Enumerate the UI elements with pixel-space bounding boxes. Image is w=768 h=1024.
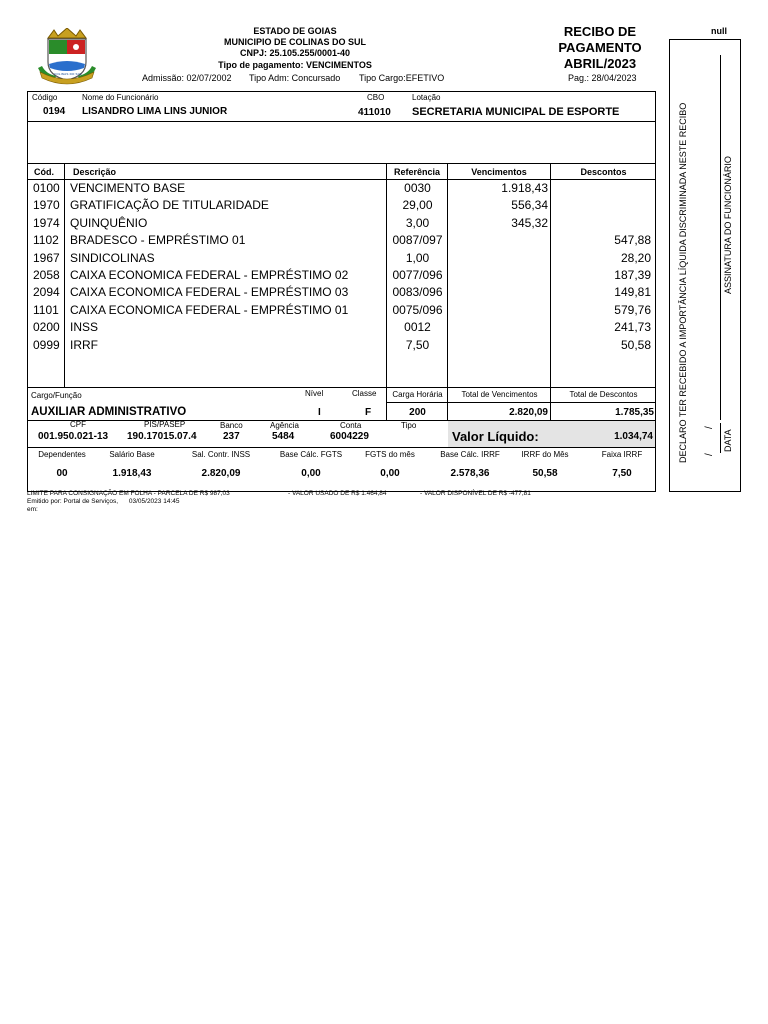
divider [387, 402, 656, 403]
fgts-month-value: 0,00 [380, 468, 400, 479]
row-reference: 0083/096 [392, 285, 443, 300]
table-row [28, 267, 656, 284]
dependents-label: Dependentes [38, 450, 86, 459]
header-payment-type: Tipo de pagamento: VENCIMENTOS [218, 60, 372, 70]
fgts-month-label: FGTS do mês [365, 450, 415, 459]
row-code: 0100 [33, 181, 60, 195]
signature-label: ASSINATURA DO FUNCIONÁRIO [723, 156, 733, 294]
table-row [28, 197, 656, 214]
hours-label: Carga Horária [392, 390, 443, 399]
row-discounts: 187,39 [614, 268, 651, 282]
date-line [720, 423, 721, 453]
row-description: INSS [70, 320, 99, 335]
consignment-used: - VALOR USADO DE R$ 1.464,84 [288, 490, 387, 497]
row-description: GRATIFICAÇÃO DE TITULARIDADE [70, 198, 269, 213]
inss-contribution-value: 2.820,09 [201, 468, 241, 479]
header-municipality: MUNICIPIO DE COLINAS DO SUL [223, 37, 366, 47]
employee-name-label: Nome do Funcionário [82, 93, 159, 102]
type-label: Tipo [401, 421, 417, 430]
table-row [28, 302, 656, 319]
row-discounts: 241,73 [614, 320, 651, 335]
row-code: 0200 [33, 320, 60, 335]
pis-value: 190.17015.07.4 [127, 431, 197, 442]
row-description: CAIXA ECONOMICA FEDERAL - EMPRÉSTIMO 03 [70, 285, 349, 300]
date-slash: / [704, 453, 715, 456]
pis-label: PIS/PASEP [144, 420, 186, 429]
bank-label: Banco [220, 421, 243, 430]
position-value: AUXILIAR ADMINISTRATIVO [31, 406, 187, 418]
table-row [28, 337, 656, 354]
table-row [28, 232, 656, 249]
hours-value: 200 [409, 407, 426, 418]
table-row [28, 180, 656, 197]
row-reference: 7,50 [405, 337, 430, 352]
crown-icon [48, 28, 86, 38]
declaration-text: DECLARO TER RECEBIDO A IMPORTÂNCIA LÍQUIDA DISCRIMINADA NESTE RECIBO [678, 102, 688, 463]
employee-location: SECRETARIA MUNICIPAL DE ESPORTE [412, 106, 620, 118]
employee-code: 0194 [43, 106, 66, 117]
fgts-base-label: Base Cálc. FGTS [279, 450, 343, 459]
col-header-code: Cód. [34, 167, 54, 177]
date-label: DATA [723, 429, 733, 452]
row-reference: 29,00 [402, 198, 433, 213]
row-earnings: 556,34 [511, 198, 548, 213]
row-discounts: 149,81 [614, 285, 651, 300]
row-description: VENCIMENTO BASE [70, 181, 186, 195]
table-row [28, 250, 656, 267]
header-state: ESTADO DE GOIAS [253, 26, 337, 36]
total-discounts-label: Total de Descontos [569, 390, 638, 399]
row-discounts: 547,88 [614, 233, 651, 248]
shield-green-field [49, 40, 67, 54]
null-text: null [711, 26, 727, 36]
net-value: 1.034,74 [614, 431, 653, 442]
row-earnings: 1.918,43 [501, 181, 548, 195]
fgts-base-value: 0,00 [301, 468, 321, 479]
row-description: CAIXA ECONOMICA FEDERAL - EMPRÉSTIMO 02 [70, 268, 349, 282]
col-header-earnings: Vencimentos [471, 167, 527, 177]
bank-value: 237 [223, 431, 240, 442]
header-cnpj: CNPJ: 25.105.255/0001-40 [239, 48, 351, 58]
row-reference: 3,00 [405, 215, 430, 230]
total-discounts-value: 1.785,35 [615, 407, 654, 418]
level-label: Nível [305, 389, 324, 398]
row-code: 1101 [33, 302, 59, 317]
cpf-label: CPF [70, 420, 86, 429]
admission-date: Admissão: 02/07/2002 [142, 73, 232, 83]
irrf-base-label: Base Cálc. IRRF [440, 450, 500, 459]
account-label: Conta [340, 421, 362, 430]
divider [27, 163, 656, 164]
receipt-period: ABRIL/2023 [563, 56, 637, 71]
row-discounts: 579,76 [614, 302, 651, 317]
row-code: 2094 [33, 285, 60, 300]
consignment-available: - VALOR DISPONÍVEL DE R$ -477,81 [420, 490, 531, 497]
municipal-crest [34, 28, 100, 86]
row-reference: 0012 [404, 320, 431, 335]
dependents-value: 00 [56, 468, 68, 479]
base-salary-value: 1.918,43 [112, 468, 152, 479]
level-value: I [318, 407, 321, 418]
irrf-bracket-label: Faixa IRRF [601, 450, 643, 459]
issued-em: em: [27, 506, 38, 513]
agency-label: Agência [270, 421, 299, 430]
row-reference: 0087/097 [392, 233, 443, 248]
position-type: Tipo Cargo:EFETIVO [359, 73, 445, 83]
class-value: F [365, 407, 372, 418]
irrf-month-label: IRRF do Mês [521, 450, 569, 459]
col-header-discounts: Descontos [580, 167, 627, 177]
divider [27, 387, 656, 388]
table-row [28, 215, 656, 232]
cbo-label: CBO [367, 93, 385, 102]
page-date: Pag.: 28/04/2023 [568, 73, 637, 83]
net-value-label: Valor Líquido: [452, 429, 539, 444]
consignment-limit: LIMITE PARA CONSIGNAÇÃO EM FOLHA - PARCELA DE R$ 987,03 [27, 490, 230, 497]
total-earnings-label: Total de Vencimentos [461, 390, 538, 399]
agency-value: 5484 [272, 431, 295, 442]
row-earnings: 345,32 [511, 215, 548, 230]
row-code: 1974 [33, 215, 60, 230]
employee-name: LISANDRO LIMA LINS JUNIOR [82, 106, 228, 117]
divider [27, 121, 656, 122]
row-description: BRADESCO - EMPRÉSTIMO 01 [70, 233, 246, 248]
row-description: SINDICOLINAS [70, 250, 155, 265]
issued-by: Emitido por: Portal de Serviços, 03/05/2023 14:45 [27, 498, 180, 505]
class-label: Classe [352, 389, 377, 398]
location-label: Lotação [412, 93, 441, 102]
row-reference: 0030 [404, 181, 431, 195]
irrf-month-value: 50,58 [532, 468, 558, 479]
row-code: 1970 [33, 198, 60, 213]
crest-ribbon-text: COLINAS DO SUL [54, 72, 82, 76]
divider [27, 447, 656, 448]
signature-line [720, 55, 721, 420]
irrf-bracket-value: 7,50 [612, 468, 632, 479]
total-earnings-value: 2.820,09 [509, 407, 548, 418]
table-row [28, 319, 656, 336]
date-slash: / [704, 426, 715, 429]
row-description: CAIXA ECONOMICA FEDERAL - EMPRÉSTIMO 01 [70, 302, 349, 317]
row-discounts: 28,20 [620, 250, 651, 265]
inss-contribution-label: Sal. Contr. INSS [191, 450, 251, 459]
row-reference: 0075/096 [392, 302, 443, 317]
position-label: Cargo/Função [31, 391, 82, 400]
table-row [28, 284, 656, 301]
row-description: QUINQUÊNIO [70, 215, 148, 230]
receipt-title-line1: RECIBO DE [563, 24, 637, 39]
row-code: 1102 [33, 233, 59, 248]
base-salary-label: Salário Base [109, 450, 155, 459]
employee-cbo: 411010 [358, 107, 391, 118]
admission-type: Tipo Adm: Concursado [249, 73, 341, 83]
row-reference: 0077/096 [392, 268, 443, 282]
col-header-description: Descrição [73, 167, 117, 177]
row-reference: 1,00 [405, 250, 430, 265]
irrf-base-value: 2.578,36 [450, 468, 490, 479]
cpf-value: 001.950.021-13 [38, 431, 109, 442]
col-header-reference: Referência [393, 167, 441, 177]
row-code: 0999 [33, 337, 60, 352]
row-discounts: 50,58 [620, 337, 651, 352]
row-code: 1967 [33, 250, 60, 265]
row-code: 2058 [33, 268, 60, 282]
code-label: Código [32, 93, 58, 102]
animal-figure [73, 44, 79, 50]
receipt-title-line2: PAGAMENTO [558, 40, 642, 55]
account-value: 6004229 [330, 431, 369, 442]
row-description: IRRF [70, 337, 98, 352]
